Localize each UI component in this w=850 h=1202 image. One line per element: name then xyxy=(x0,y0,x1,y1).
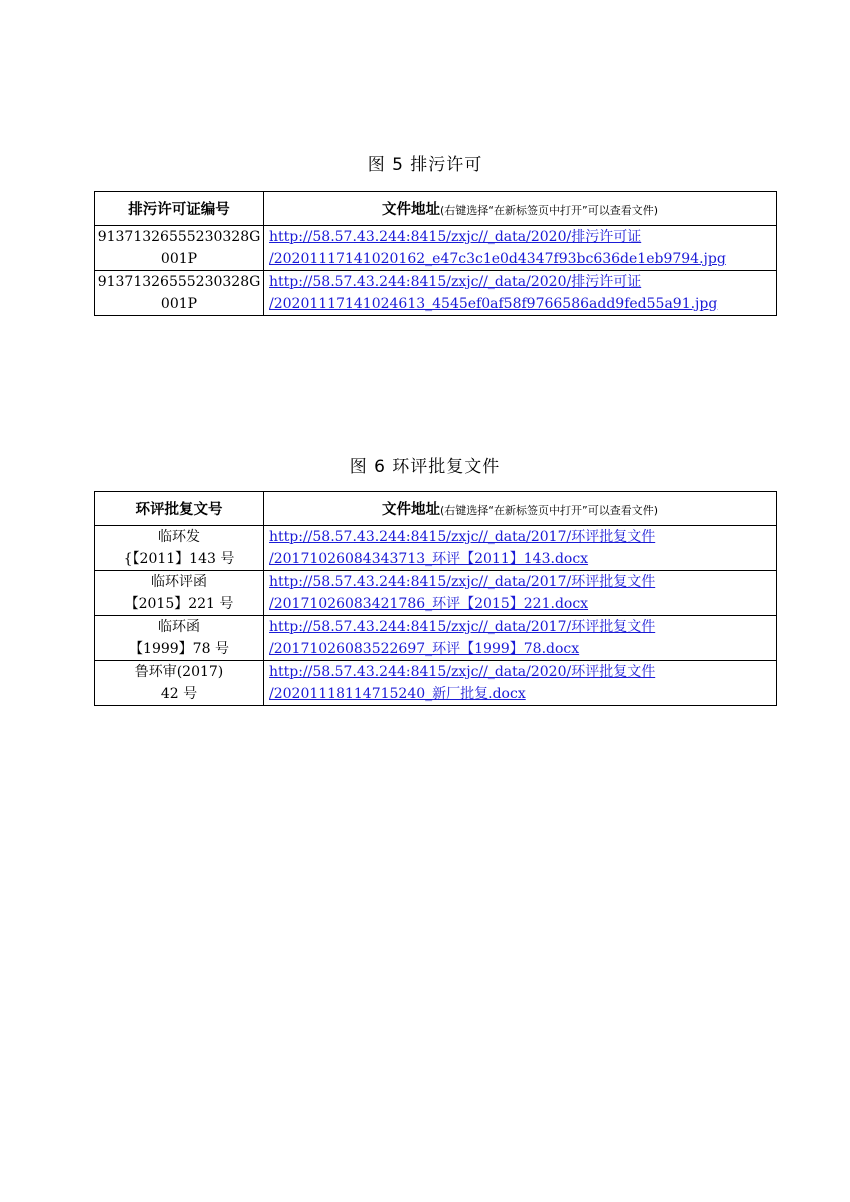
file-link-cell[interactable] xyxy=(264,226,777,271)
file-link-cell[interactable] xyxy=(264,271,777,316)
approval-number-cell xyxy=(95,661,264,706)
approval-number-line1: 临环函 xyxy=(158,619,200,635)
approval-number-line1: 临环评函 xyxy=(151,574,207,590)
file-link-line1[interactable]: http://58.57.43.244:8415/zxjc//_data/2017/环评批复文件 xyxy=(269,574,656,590)
table-row xyxy=(95,226,777,271)
file-address-header-label: 文件地址 xyxy=(382,202,440,218)
file-address-header xyxy=(264,492,777,526)
table-header-row xyxy=(95,192,777,226)
file-link-line2[interactable]: /20171026083421786_环评【2015】221.docx xyxy=(269,596,589,612)
figure6-title: 图 6 环评批复文件 xyxy=(349,457,501,477)
file-link-line1[interactable]: http://58.57.43.244:8415/zxjc//_data/2020/排污许可证 xyxy=(269,229,642,245)
figure5-title: 图 5 排污许可 xyxy=(367,155,483,175)
permit-number-line2: 001P xyxy=(160,251,198,267)
file-link-line1[interactable]: http://58.57.43.244:8415/zxjc//_data/2017/环评批复文件 xyxy=(269,529,656,545)
approval-number-line1: 临环发 xyxy=(158,529,200,545)
file-link-line1[interactable]: http://58.57.43.244:8415/zxjc//_data/2020/排污许可证 xyxy=(269,274,642,290)
file-address-header-hint: (右键选择“在新标签页中打开”可以查看文件) xyxy=(440,504,658,517)
file-link-line2[interactable]: /20201118114715240_新厂批复.docx xyxy=(269,686,526,702)
file-link-cell[interactable] xyxy=(264,616,777,661)
file-address-header-hint: (右键选择“在新标签页中打开”可以查看文件) xyxy=(440,204,658,217)
permit-number-header: 排污许可证编号 xyxy=(95,192,264,226)
permit-number-line2: 001P xyxy=(160,296,198,312)
file-link-line2[interactable]: /20201117141020162_e47c3c1e0d4347f93bc636de1eb9794.jpg xyxy=(269,251,726,267)
file-link-cell[interactable] xyxy=(264,526,777,571)
file-link-line2[interactable]: /20171026084343713_环评【2011】143.docx xyxy=(269,551,589,567)
table-row xyxy=(95,661,777,706)
eia-approval-table xyxy=(94,491,777,706)
file-link-line1[interactable]: http://58.57.43.244:8415/zxjc//_data/2017/环评批复文件 xyxy=(269,619,656,635)
approval-number-header: 环评批复文号 xyxy=(95,492,264,526)
table-header-row xyxy=(95,492,777,526)
table-row xyxy=(95,571,777,616)
approval-number-line2: 42 号 xyxy=(160,686,198,702)
approval-number-line2: 【1999】78 号 xyxy=(129,641,229,657)
table-row xyxy=(95,526,777,571)
file-link-line2[interactable]: /20201117141024613_4545ef0af58f9766586add9fed55a91.jpg xyxy=(269,296,718,312)
file-address-header-label: 文件地址 xyxy=(382,502,440,518)
approval-number-cell xyxy=(95,526,264,571)
table-row xyxy=(95,616,777,661)
permit-number-line1: 91371326555230328G xyxy=(97,229,261,245)
file-address-header xyxy=(264,192,777,226)
table-row xyxy=(95,271,777,316)
file-link-line1[interactable]: http://58.57.43.244:8415/zxjc//_data/2020/环评批复文件 xyxy=(269,664,656,680)
file-link-cell[interactable] xyxy=(264,661,777,706)
approval-number-line1: 鲁环审(2017) xyxy=(134,664,224,680)
file-link-line2[interactable]: /20171026083522697_环评【1999】78.docx xyxy=(269,641,580,657)
file-link-cell[interactable] xyxy=(264,571,777,616)
permit-number-cell xyxy=(95,271,264,316)
approval-number-line2: 【2015】221 号 xyxy=(124,596,234,612)
approval-number-cell xyxy=(95,571,264,616)
pollutant-permit-table xyxy=(94,191,777,316)
approval-number-line2: {【2011】143 号 xyxy=(123,551,235,567)
permit-number-cell xyxy=(95,226,264,271)
permit-number-line1: 91371326555230328G xyxy=(97,274,261,290)
approval-number-cell xyxy=(95,616,264,661)
